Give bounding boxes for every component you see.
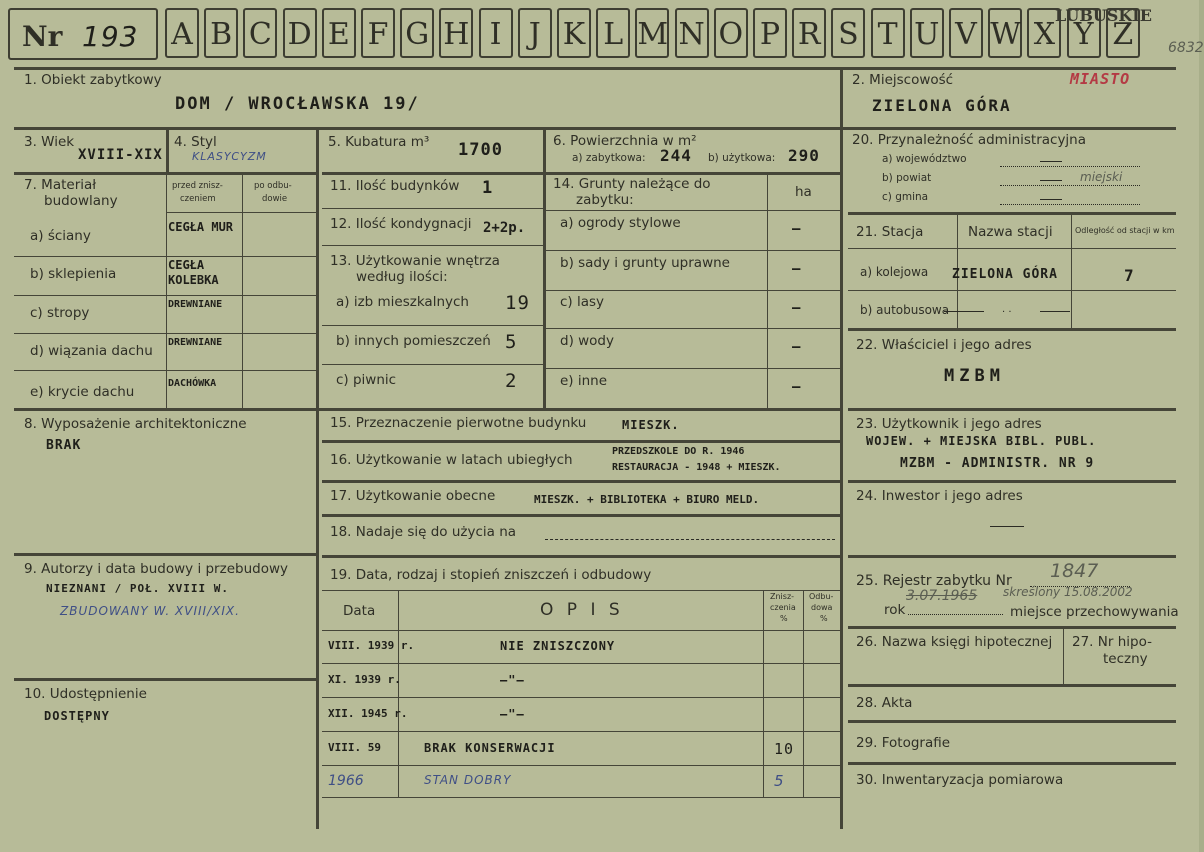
letter-box-F: F <box>361 8 395 58</box>
f19-row-opis: —"— <box>500 707 525 721</box>
letter-box-D: D <box>283 8 317 58</box>
f7-row-before: DREWNIANE <box>168 337 223 348</box>
f7-row-before: DREWNIANE <box>168 299 223 310</box>
f11-label: 11. Ilość budynków <box>330 178 460 194</box>
f19-row-opis: —"— <box>500 673 525 687</box>
f9-value-1: NIEZNANI / POŁ. XVIII W. <box>46 582 229 595</box>
f13-label-2: według ilości: <box>356 269 448 285</box>
letter-box-H: H <box>439 8 473 58</box>
letter-box-S: S <box>831 8 865 58</box>
f19-col-opis: O P I S <box>540 600 624 620</box>
f27-label-2: teczny <box>1103 651 1148 667</box>
f21-col-name: Nazwa stacji <box>968 224 1053 240</box>
f28-label: 28. Akta <box>856 695 913 711</box>
f2-stamp: MIASTO <box>1070 70 1131 88</box>
f12-value: 2+2p. <box>483 220 526 236</box>
f21-label: 21. Stacja <box>856 224 924 240</box>
f19-row-date: VIII. 1939 r. <box>328 639 415 652</box>
f25-rok-value: 3.07.1965 <box>906 588 978 604</box>
f24-label: 24. Inwestor i jego adres <box>856 488 1023 504</box>
f20-woj: a) województwo <box>882 153 967 165</box>
f20-pow-value: miejski <box>1080 170 1123 184</box>
f7-row-label: a) ściany <box>30 228 91 244</box>
inventory-card: Nr 193 A B C D E F G H I J K L M N O P R S T U V W X Y Z LUBUSKIE 6832 1. Obiekt zabytkowy DOM / WROCŁAWSKA 19/ 2. Miejscowość MIASTO ZIELONA GÓRA 3. Wiek XVIII-XIX 4. Styl KLASYCYZM 5. Kubatura m³ 1700 6. Powierzchnia w m² a) zabytkowa: 244 b) użytkowa: 290 20. Przynależność administracyjna a) województwo b) powiat c) gmina miejski 7. Materiał budowlany przed znisz- czeniem po odbu- dowie a) ściany CEGŁA MUR b) sklepienia CEGŁA KOLEBKA c) stropy DREWNIANE d) wiązania dachu DREWNIANE e) krycie dachu DACHÓWKA 11. Ilość budynków 1 12. Ilość kondygnacji 2+2p. 13. Użytkowanie wnętrza według ilości: a) izb mieszkalnych 19 b) innych pomieszczeń 5 c) piwnic 2 14. Grunty należące do zabytku: ha a) ogrody stylowe — b) sady i grunty uprawne — c) lasy — d) wody — e) inne — 21. Stacja Nazwa stacji Odległość od stacji w km a) kolejowa ZIELONA GÓRA 7 b) autobusowa · · 22. Właściciel i jego adres MZBM 8. Wyposażenie architektoniczne BRAK 15. Przeznaczenie pierwotne budynku MIESZK. 16. Użytkowanie w latach ubiegłych PRZEDSZKOLE DO R. 1946 RESTAURACJA - 1948 + MIESZK. 17. Użytkowanie obecne MIESZK. + BIBLIOTEKA + BIURO MELD. 18. Nadaje się do użycia na 23. Użytkownik i jego adres WOJEW. + MIEJSKA BIBL. PUBL. MZBM - ADMINISTR. NR 9 24. Inwestor i jego adres 9. Autorzy i data budowy i przebudowy NIEZNANI / POŁ. XVIII W. ZBUDOWANY W. XVIII/XIX. 19. Data, rodzaj i stopień zniszczeń i odbudowy Data O P I S Znisz- czenia % Odbu- dowa % VIII. 1939 r. NIE ZNISZCZONY XI. 1939 r. —"— XII. 1945 r. —"— VIII. 59 BRAK KONSERWACJI 10 1966 STAN DOBRY 5 25. Rejestr zabytku Nr 1847 rok 3.07.1965 skreślony 15.08.2002 miejsce przechowywania 26. Nazwa księgi hipotecznej 27. Nr hipo- teczny 28. Akta 29. Fotografie 30. Inwentaryzacja pomiarowa 10. Udostępnienie DOSTĘPNY <box>0 0 1199 852</box>
f25-place: miejsce przechowywania <box>1010 604 1179 620</box>
f7-col-after-1: po odbu- <box>254 181 292 191</box>
f7-label-1: 7. Materiał <box>24 177 97 193</box>
f7-row-label: e) krycie dachu <box>30 384 135 400</box>
f2-label: 2. Miejscowość <box>852 72 954 88</box>
letter-box-P: P <box>753 8 787 58</box>
f19-row-date: XII. 1945 r. <box>328 707 408 720</box>
f14-row-label: c) lasy <box>560 294 605 310</box>
letter-box-T: T <box>871 8 905 58</box>
letter-box-Z: Z <box>1106 8 1140 58</box>
nr-label: Nr <box>22 20 63 53</box>
f9-label: 9. Autorzy i data budowy i przebudowy <box>24 561 288 577</box>
f25-note: skreślony 15.08.2002 <box>1003 585 1133 599</box>
letter-box-G: G <box>400 8 434 58</box>
f3-label: 3. Wiek <box>24 134 75 150</box>
f22-label: 22. Właściciel i jego adres <box>856 337 1032 353</box>
f14-row-value: — <box>792 379 802 395</box>
f25-label: 25. Rejestr zabytku Nr <box>856 573 1012 589</box>
letter-box-Y: Y <box>1067 8 1101 58</box>
letter-box-C: C <box>243 8 277 58</box>
f1-value: DOM / WROCŁAWSKA 19/ <box>175 94 420 114</box>
f7-col-before-2: czeniem <box>180 194 216 204</box>
f7-row-label: d) wiązania dachu <box>30 343 153 359</box>
f26-label: 26. Nazwa księgi hipotecznej <box>856 634 1053 650</box>
f14-row-label: d) wody <box>560 333 614 349</box>
f19-col-z3: % <box>780 614 788 623</box>
f19-row-date: 1966 <box>328 773 364 789</box>
f9-value-2: ZBUDOWANY W. XVIII/XIX. <box>60 604 240 618</box>
f13-row-value: 5 <box>505 331 518 353</box>
letter-box-L: L <box>596 8 630 58</box>
f13-row-value: 2 <box>505 370 518 392</box>
f10-value: DOSTĘPNY <box>44 709 110 723</box>
f19-row-opis: BRAK KONSERWACJI <box>424 741 556 755</box>
f14-row-label: b) sady i grunty uprawne <box>560 255 730 271</box>
f14-unit: ha <box>795 184 812 200</box>
f14-row-value: — <box>792 221 802 237</box>
f19-row-z: 10 <box>774 740 795 758</box>
letter-box-I: I <box>479 8 513 58</box>
f7-col-before-1: przed znisz- <box>172 181 223 191</box>
f7-row-label: c) stropy <box>30 305 90 321</box>
f21-rail-name: ZIELONA GÓRA <box>952 267 1058 282</box>
f14-row-value: — <box>792 261 802 277</box>
f19-col-z1: Znisz- <box>770 592 795 601</box>
f23-label: 23. Użytkownik i jego adres <box>856 416 1042 432</box>
f2-value: ZIELONA GÓRA <box>872 96 1012 115</box>
f21-col-dist: Odległość od stacji w km <box>1075 226 1175 235</box>
f7-row-before: CEGŁA KOLEBKA <box>168 258 219 287</box>
f14-label-1: 14. Grunty należące do <box>553 176 711 192</box>
f4-label: 4. Styl <box>174 134 217 150</box>
f16-value-2: RESTAURACJA - 1948 + MIESZK. <box>612 462 781 473</box>
f7-row-before: DACHÓWKA <box>168 378 217 389</box>
f20-gm: c) gmina <box>882 191 929 203</box>
f18-label: 18. Nadaje się do użycia na <box>330 524 517 540</box>
f19-col-o1: Odbu- <box>809 592 834 601</box>
letter-box-W: W <box>988 8 1022 58</box>
f16-value-1: PRZEDSZKOLE DO R. 1946 <box>612 446 745 457</box>
f19-row-date: VIII. 59 <box>328 741 381 754</box>
f19-row-opis: STAN DOBRY <box>424 773 512 787</box>
f7-label-2: budowlany <box>44 193 118 209</box>
f19-row-date: XI. 1939 r. <box>328 673 401 686</box>
letter-box-R: R <box>792 8 826 58</box>
f29-label: 29. Fotografie <box>856 735 951 751</box>
letter-box-K: K <box>557 8 591 58</box>
f15-value: MIESZK. <box>622 418 680 432</box>
f14-row-label: e) inne <box>560 373 608 389</box>
f3-value: XVIII-XIX <box>78 147 163 163</box>
f5-value: 1700 <box>458 140 503 160</box>
f23-value-2: MZBM - ADMINISTR. NR 9 <box>900 456 1095 471</box>
f13-row-label: a) izb mieszkalnych <box>336 294 469 310</box>
f25-rok: rok <box>884 602 906 618</box>
f6-label: 6. Powierzchnia w m² <box>553 133 697 149</box>
letter-box-B: B <box>204 8 238 58</box>
f21-bus: b) autobusowa <box>860 303 950 317</box>
f5-label: 5. Kubatura m³ <box>328 134 430 150</box>
f14-row-value: — <box>792 300 802 316</box>
f6-a-value: 244 <box>660 146 692 165</box>
f6-b-value: 290 <box>788 146 820 165</box>
f19-col-z2: czenia <box>770 603 796 612</box>
f17-label: 17. Użytkowanie obecne <box>330 488 496 504</box>
letter-box-X: X <box>1027 8 1061 58</box>
f13-row-label: c) piwnic <box>336 372 397 388</box>
f16-label: 16. Użytkowanie w latach ubiegłych <box>330 452 573 468</box>
f14-row-value: — <box>792 339 802 355</box>
f12-label: 12. Ilość kondygnacji <box>330 216 472 232</box>
nr-value: 193 <box>82 20 139 53</box>
letter-box-V: V <box>949 8 983 58</box>
f7-row-label: b) sklepienia <box>30 266 117 282</box>
letter-box-N: N <box>675 8 709 58</box>
f13-label-1: 13. Użytkowanie wnętrza <box>330 253 500 269</box>
f19-label: 19. Data, rodzaj i stopień zniszczeń i odbudowy <box>330 567 652 583</box>
f11-value: 1 <box>482 178 494 198</box>
f20-pow: b) powiat <box>882 172 932 184</box>
f14-label-2: zabytku: <box>576 192 634 208</box>
f21-rail: a) kolejowa <box>860 265 929 279</box>
f19-col-o2: dowa <box>811 603 833 612</box>
f6-sub-a: a) zabytkowa: <box>572 152 646 164</box>
f7-row-before: CEGŁA MUR <box>168 220 234 234</box>
f25-value: 1847 <box>1050 560 1099 582</box>
letter-box-U: U <box>910 8 944 58</box>
f7-col-after-2: dowie <box>262 194 288 204</box>
f8-label: 8. Wyposażenie architektoniczne <box>24 416 247 432</box>
f22-value: MZBM <box>944 366 1005 386</box>
f8-value: BRAK <box>46 438 82 453</box>
f15-label: 15. Przeznaczenie pierwotne budynku <box>330 415 587 431</box>
f1-label: 1. Obiekt zabytkowy <box>24 72 162 88</box>
f19-col-date: Data <box>343 603 376 619</box>
f21-rail-dist: 7 <box>1124 266 1135 285</box>
f13-row-label: b) innych pomieszczeń <box>336 333 491 349</box>
f14-row-label: a) ogrody stylowe <box>560 215 681 231</box>
f19-row-opis: NIE ZNISZCZONY <box>500 639 616 653</box>
f19-col-o3: % <box>820 614 828 623</box>
f27-label-1: 27. Nr hipo- <box>1072 634 1152 650</box>
letter-box-A: A <box>165 8 199 58</box>
f17-value: MIESZK. + BIBLIOTEKA + BIURO MELD. <box>534 493 760 506</box>
f19-row-z: 5 <box>774 772 785 790</box>
side-number: 6832 <box>1168 40 1204 56</box>
f6-sub-b: b) użytkowa: <box>708 152 776 164</box>
f20-label: 20. Przynależność administracyjna <box>852 132 1087 148</box>
f30-label: 30. Inwentaryzacja pomiarowa <box>856 772 1064 788</box>
letter-box-O: O <box>714 8 748 58</box>
region-stamp: LUBUSKIE <box>1055 6 1152 25</box>
f23-value-1: WOJEW. + MIEJSKA BIBL. PUBL. <box>866 434 1097 448</box>
f13-row-value: 19 <box>505 292 530 314</box>
f10-label: 10. Udostępnienie <box>24 686 147 702</box>
letter-box-J: J <box>518 8 552 58</box>
letter-box-E: E <box>322 8 356 58</box>
letter-box-M: M <box>635 8 669 58</box>
f4-value: KLASYCYZM <box>192 150 267 163</box>
